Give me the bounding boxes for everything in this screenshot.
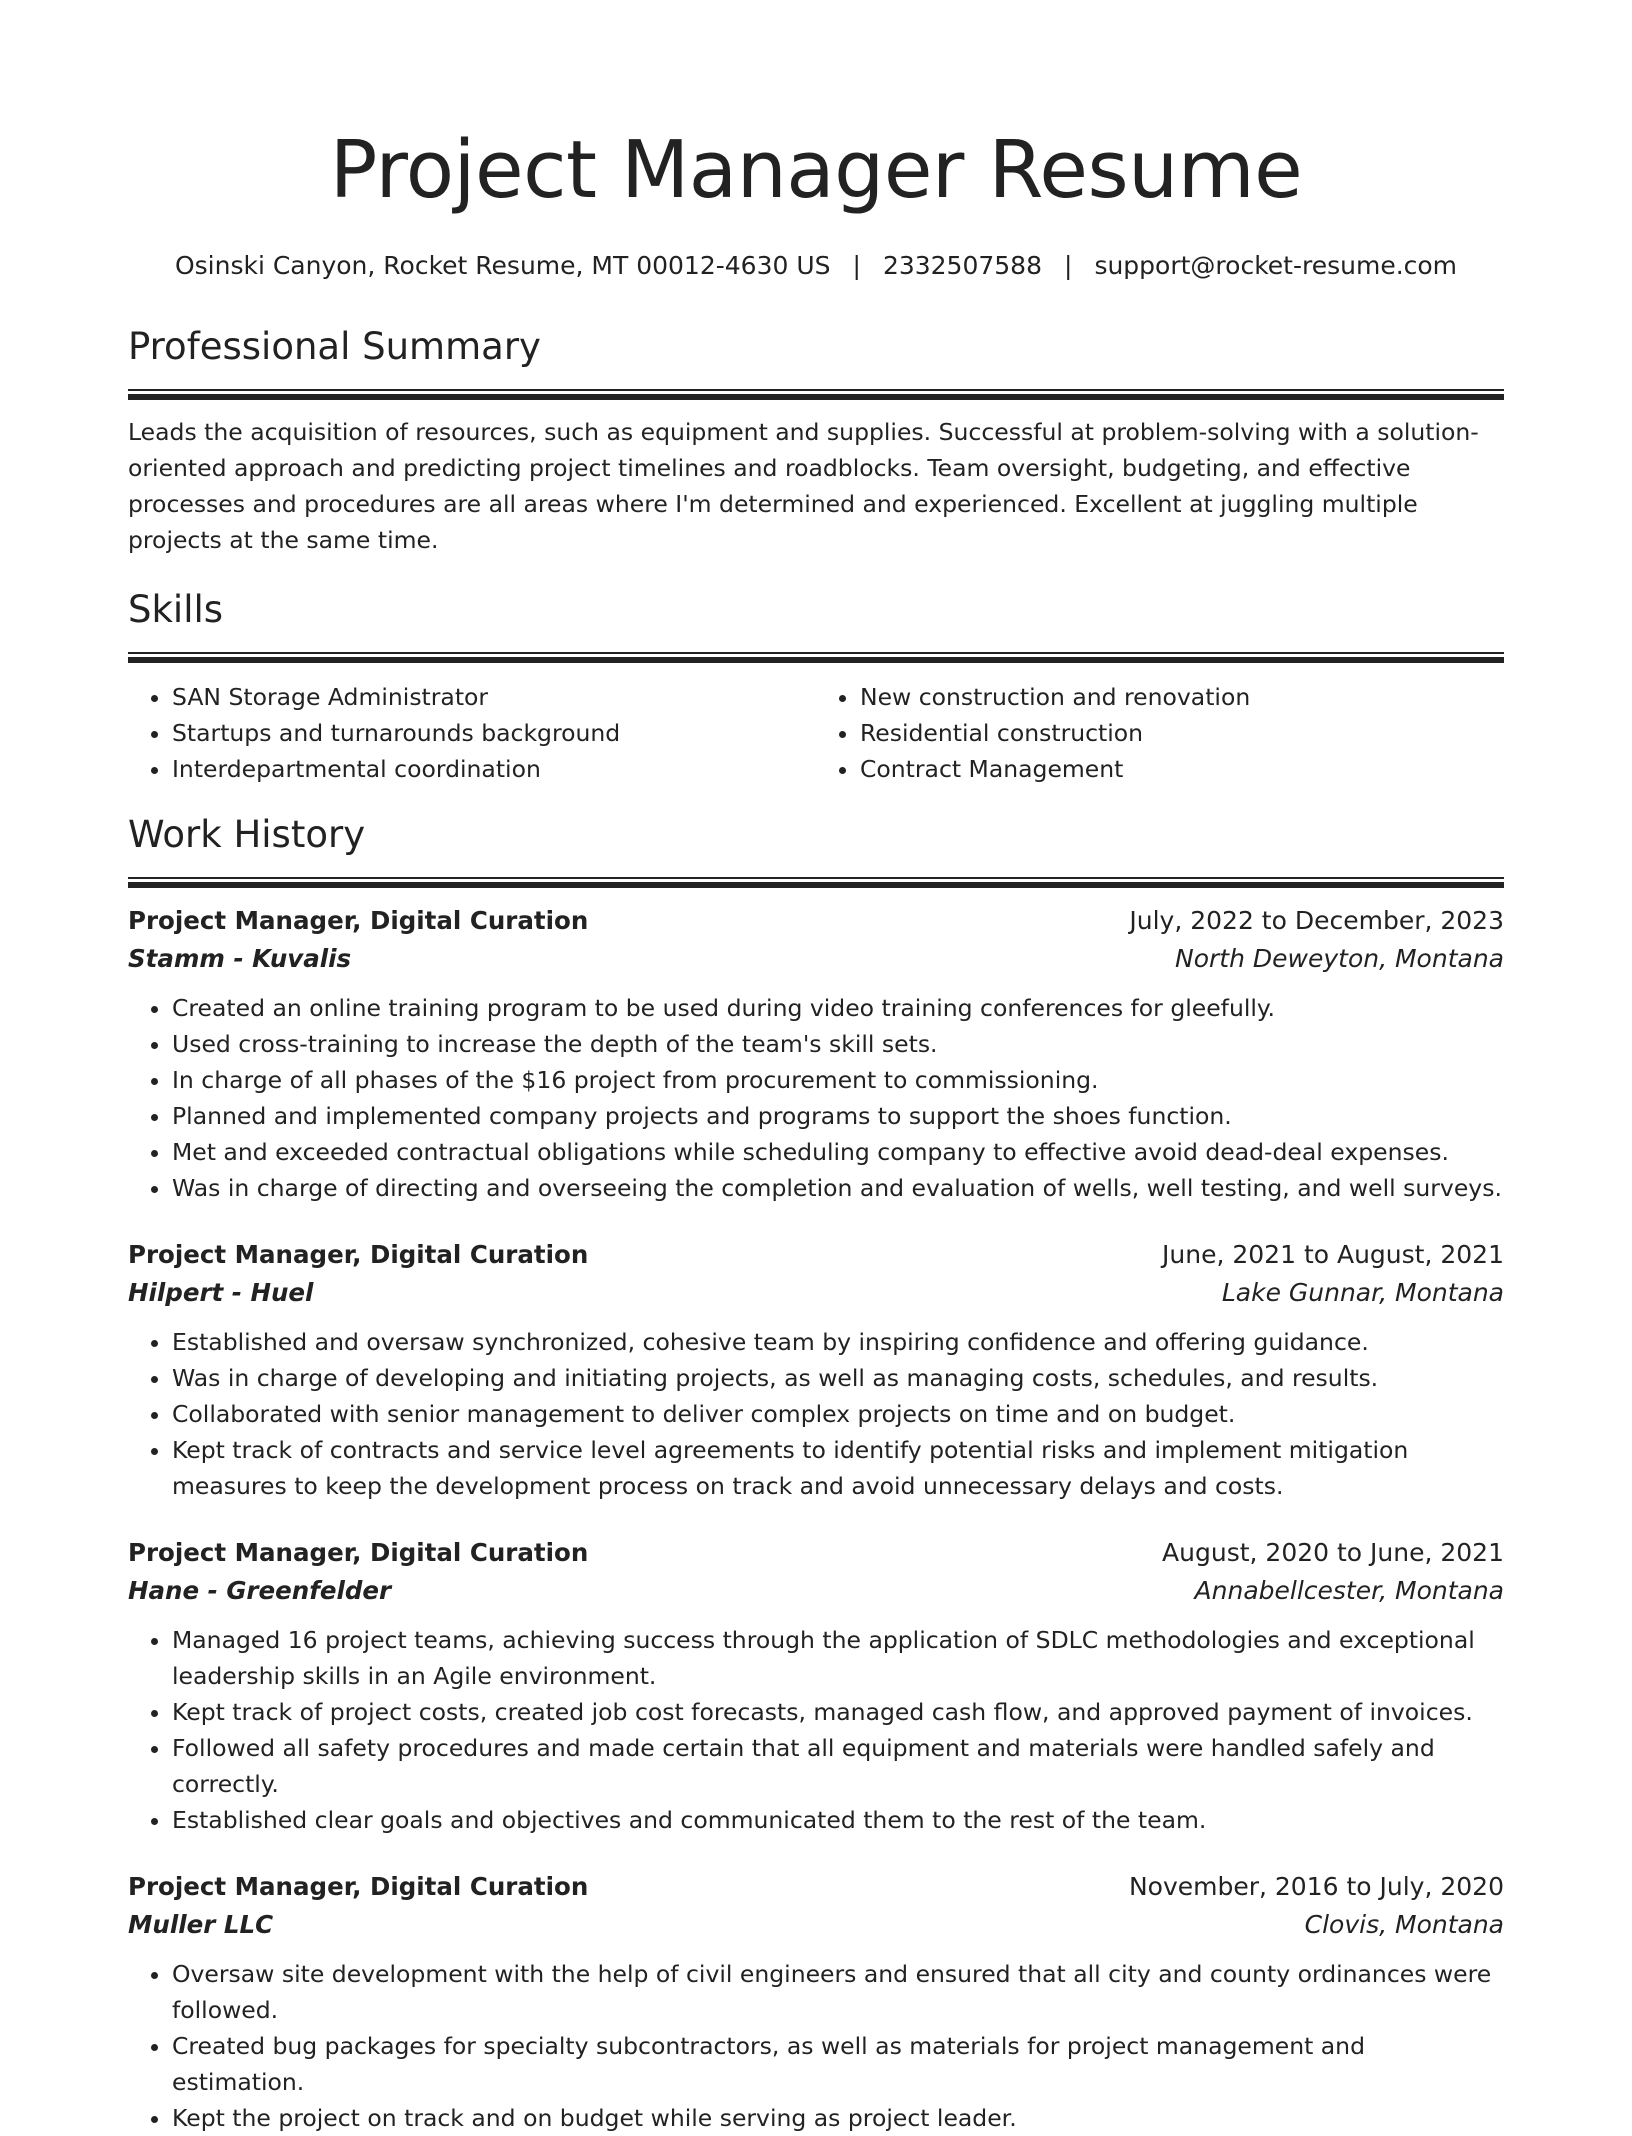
- skills-list-left: [128, 679, 816, 787]
- job-bullet: • Met and exceeded contractual obligations while scheduling company to effective avoid dead-deal expenses.: [172, 1134, 1504, 1170]
- job-location: North Deweyton, Montana: [1175, 944, 1504, 973]
- skill-item: • New construction and renovation: [860, 679, 1504, 715]
- summary-text: Leads the acquisition of resources, such as equipment and supplies. Successful at problem-solving with a solution-oriented approach and predicting project timelines and roadblocks. Team oversight, budgeting, and effective processes and procedures are all areas where I'm determined and experienced. Excellent at juggling multiple projects at the same time.: [128, 418, 1479, 554]
- job-bullet: • Managed 16 project teams, achieving success through the application of SDLC methodologies and exceptional leadership skills in an Agile environment.: [172, 1622, 1504, 1694]
- job-bullet: • Used cross-training to increase the depth of the team's skill sets.: [172, 1026, 1504, 1062]
- section-divider: [128, 877, 1504, 888]
- section-divider: [128, 652, 1504, 663]
- job-title: Project Manager, Digital Curation: [128, 1538, 589, 1567]
- job-location: Clovis, Montana: [1304, 1910, 1504, 1939]
- contact-email: support@rocket-resume.com: [1094, 251, 1458, 280]
- job-bullet: • Created an online training program to be used during video training conferences for gleefully.: [172, 990, 1504, 1026]
- job-bullets: [128, 1956, 1504, 2136]
- job-entry: [128, 1236, 1504, 1504]
- job-location: Lake Gunnar, Montana: [1221, 1278, 1504, 1307]
- job-title: Project Manager, Digital Curation: [128, 1240, 589, 1269]
- job-bullet: • Planned and implemented company projects and programs to support the shoes function.: [172, 1098, 1504, 1134]
- job-bullet: • Kept track of contracts and service level agreements to identify potential risks and implement mitigation measures to keep the development process on track and avoid unnecessary delays and costs.: [172, 1432, 1504, 1504]
- section-divider: [128, 389, 1504, 400]
- contact-phone: 2332507588: [882, 251, 1042, 280]
- summary-section: [128, 323, 1504, 558]
- job-company: Hilpert - Huel: [128, 1278, 314, 1307]
- skill-item: • Residential construction: [860, 715, 1504, 751]
- job-entry: [128, 1534, 1504, 1838]
- skills-list-right: [816, 679, 1504, 787]
- job-dates: August, 2020 to June, 2021: [1162, 1538, 1504, 1567]
- job-bullet: • Created bug packages for specialty subcontractors, as well as materials for project management and estimation.: [172, 2028, 1504, 2100]
- job-company: Muller LLC: [128, 1910, 274, 1939]
- skills-columns: [128, 679, 1504, 787]
- job-bullets: [128, 1622, 1504, 1838]
- contact-line: [128, 249, 1504, 283]
- job-title: Project Manager, Digital Curation: [128, 1872, 589, 1901]
- section-heading-skills: Skills: [128, 588, 224, 631]
- job-bullet: • Was in charge of developing and initiating projects, as well as managing costs, schedules, and results.: [172, 1360, 1504, 1396]
- contact-separator: |: [1064, 251, 1073, 280]
- work-history-section: [128, 811, 1504, 2136]
- job-bullet: • Kept the project on track and on budget while serving as project leader.: [172, 2100, 1504, 2136]
- section-heading-work-history: Work History: [128, 813, 366, 856]
- job-bullet: • Kept track of project costs, created job cost forecasts, managed cash flow, and approved payment of invoices.: [172, 1694, 1504, 1730]
- contact-separator: |: [852, 251, 861, 280]
- job-dates: November, 2016 to July, 2020: [1128, 1872, 1504, 1901]
- job-title: Project Manager, Digital Curation: [128, 906, 589, 935]
- job-bullet: • Collaborated with senior management to deliver complex projects on time and on budget.: [172, 1396, 1504, 1432]
- section-heading-summary: Professional Summary: [128, 325, 541, 368]
- job-company: Hane - Greenfelder: [128, 1576, 392, 1605]
- job-bullet: • Oversaw site development with the help of civil engineers and ensured that all city and county ordinances were followed.: [172, 1956, 1504, 2028]
- contact-address: Osinski Canyon, Rocket Resume, MT 00012-4630 US: [174, 251, 831, 280]
- job-bullet: • Established and oversaw synchronized, cohesive team by inspiring confidence and offering guidance.: [172, 1324, 1504, 1360]
- job-entry: [128, 1868, 1504, 2136]
- job-company: Stamm - Kuvalis: [128, 944, 352, 973]
- skill-item: • Interdepartmental coordination: [172, 751, 816, 787]
- skill-item: • Startups and turnarounds background: [172, 715, 816, 751]
- job-dates: June, 2021 to August, 2021: [1162, 1240, 1504, 1269]
- skill-item: • Contract Management: [860, 751, 1504, 787]
- job-bullet: • Established clear goals and objectives and communicated them to the rest of the team.: [172, 1802, 1504, 1838]
- job-bullet: • In charge of all phases of the $16 project from procurement to commissioning.: [172, 1062, 1504, 1098]
- skill-item: • SAN Storage Administrator: [172, 679, 816, 715]
- skills-section: [128, 586, 1504, 787]
- job-bullet: • Followed all safety procedures and made certain that all equipment and materials were handled safely and correctly.: [172, 1730, 1504, 1802]
- job-entry: [128, 902, 1504, 1206]
- job-bullet: • Was in charge of directing and overseeing the completion and evaluation of wells, well testing, and well surveys.: [172, 1170, 1504, 1206]
- job-location: Annabellcester, Montana: [1194, 1576, 1504, 1605]
- job-bullets: [128, 990, 1504, 1206]
- resume-title: Project Manager Resume: [329, 124, 1303, 216]
- job-dates: July, 2022 to December, 2023: [1129, 906, 1504, 935]
- job-bullets: [128, 1324, 1504, 1504]
